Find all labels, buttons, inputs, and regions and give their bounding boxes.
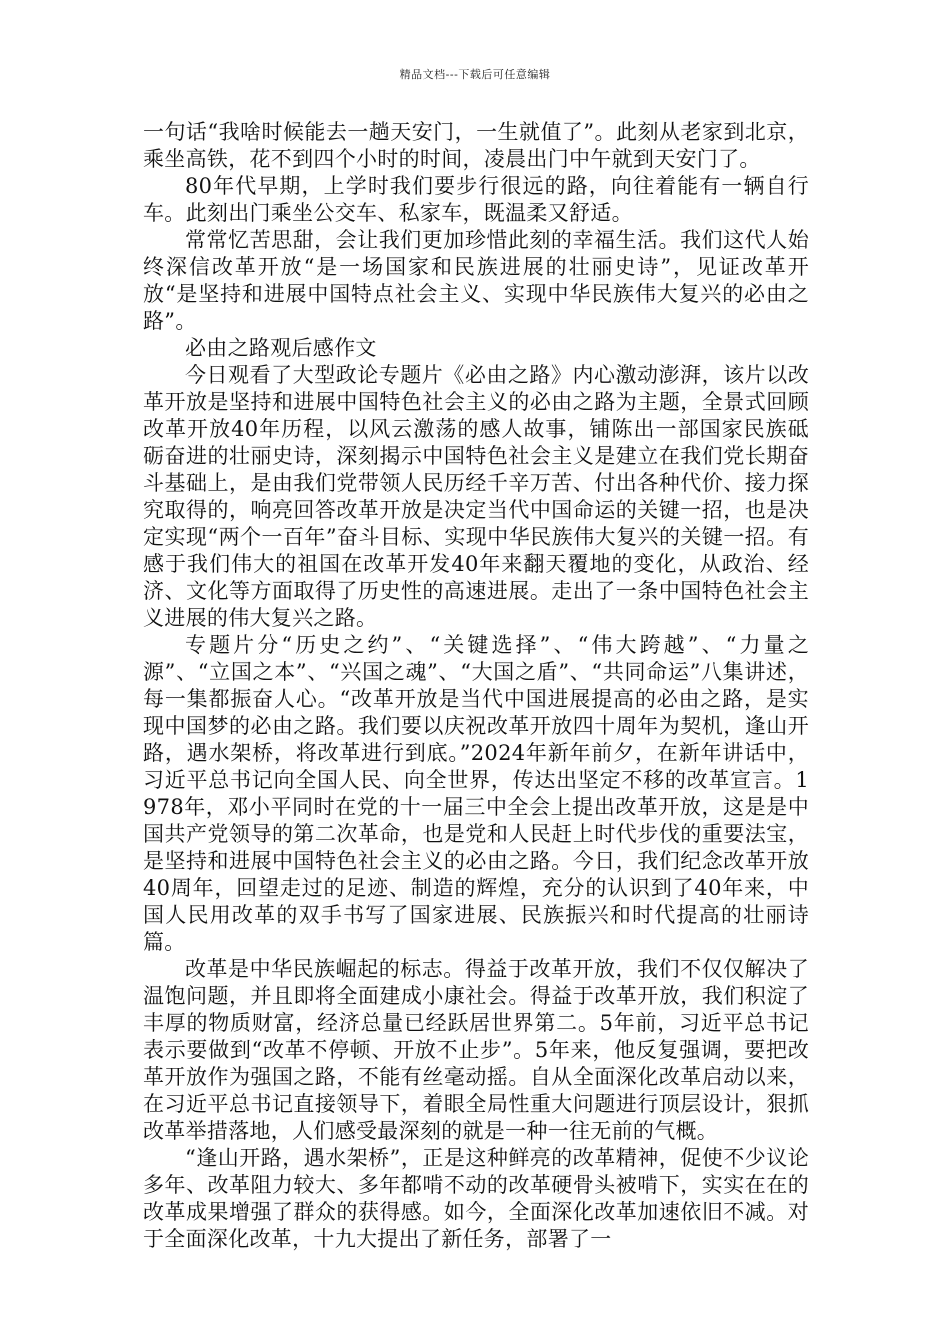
paragraph: 一句话“我啥时候能去一趟天安门，一生就值了”。此刻从老家到北京，乘坐高铁，花不到四个小时的时间，凌晨出门中午就到天安门了。 xyxy=(143,120,809,171)
paragraph: 今日观看了大型政论专题片《必由之路》内心激动澎湃，该片以改革开放是坚持和进展中国特色社会主义的必由之路为主题，全景式回顾改革开放40年历程，以风云激荡的感人故事，铺陈出一部国家民族砥砺奋进的壮丽史诗，深刻揭示中国特色社会主义是建立在我们党长期奋斗基础上，是由我们党带领人民历经千辛万苦、付出各种代价、接力探究取得的，响亮回答改革开放是决定当代中国命运的关键一招，也是决定实现“两个一百年”奋斗目标、实现中华民族伟大复兴的关键一招。有感于我们伟大的祖国在改革开发40年来翻天覆地的变化，从政治、经济、文化等方面取得了历史性的高速进展。走出了一条中国特色社会主义进展的伟大复兴之路。 xyxy=(143,363,809,630)
paragraph: 专题片分“历史之约”、“关键选择”、“伟大跨越”、“力量之源”、“立国之本”、“兴国之魂”、“大国之盾”、“共同命运”八集讲述，每一集都振奋人心。“改革开放是当代中国进展提高的必由之路，是实现中国梦的必由之路。我们要以庆祝改革开放四十周年为契机，逢山开路，遇水架桥，将改革进行到底。”2024年新年前夕，在新年讲话中，习近平总书记向全国人民、向全世界，传达出坚定不移的改革宣言。1978年，邓小平同时在党的十一届三中全会上提出改革开放，这是是中国共产党领导的第二次革命，也是党和人民赶上时代步伐的重要法宝，是坚持和进展中国特色社会主义的必由之路。今日，我们纪念改革开放40周年，回望走过的足迹、制造的辉煌，充分的认识到了40年来，中国人民用改革的双手书写了国家进展、民族振兴和时代提高的壮丽诗篇。 xyxy=(143,633,809,954)
paragraph: 常常忆苦思甜，会让我们更加珍惜此刻的幸福生活。我们这代人始终深信改革开放“是一场国家和民族进展的壮丽史诗”，见证改革开放“是坚持和进展中国特点社会主义、实现中华民族伟大复兴的必由之路”。 xyxy=(143,228,809,333)
page-header: 精品文档---下载后可任意编辑 xyxy=(399,68,551,81)
paragraph: 改革是中华民族崛起的标志。得益于改革开放，我们不仅仅解决了温饱问题，并且即将全面建成小康社会。得益于改革开放，我们积淀了丰厚的物质财富，经济总量已经跃居世界第二。5年前，习近平总书记表示要做到“改革不停顿、开放不止步”。5年来，他反复强调，要把改革开放作为强国之路，不能有丝毫动摇。自从全面深化改革启动以来，在习近平总书记直接领导下，着眼全局性重大问题进行顶层设计，狠抓改革举措落地，人们感受最深刻的就是一种一往无前的气概。 xyxy=(143,957,809,1143)
section-heading: 必由之路观后感作文 xyxy=(185,336,377,360)
document-body xyxy=(143,119,809,1253)
paragraph: “逢山开路，遇水架桥”，正是这种鲜亮的改革精神，促使不少议论多年、改革阻力较大、多年都啃不动的改革硬骨头被啃下，实实在在的改革成果增强了群众的获得感。如今，全面深化改革加速依旧不减。对于全面深化改革，十九大提出了新任务，部署了一 xyxy=(143,1146,809,1251)
paragraph: 80年代早期，上学时我们要步行很远的路，向往着能有一辆自行车。此刻出门乘坐公交车、私家车，既温柔又舒适。 xyxy=(143,174,809,225)
